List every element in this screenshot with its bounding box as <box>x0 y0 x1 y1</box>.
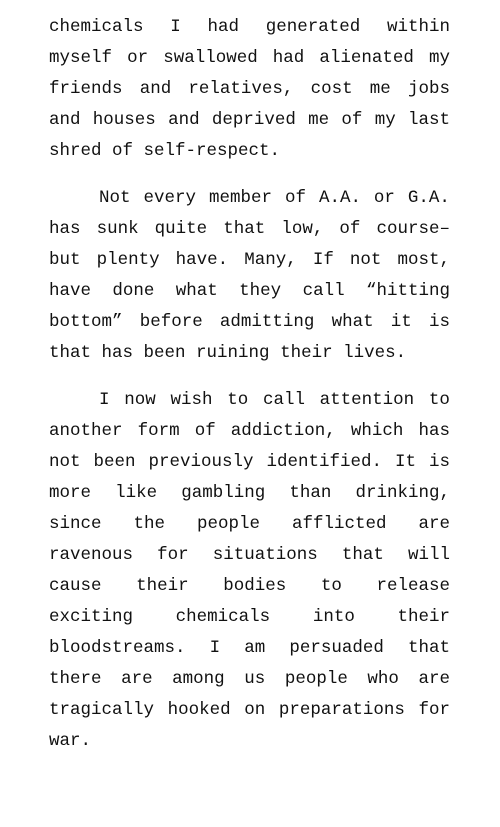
word: bloodstreams. <box>49 638 186 658</box>
word: has <box>49 219 81 239</box>
word: If <box>312 250 334 270</box>
word: than <box>289 483 332 503</box>
text-line <box>49 478 450 509</box>
word: that <box>407 638 450 658</box>
text-line <box>49 12 450 43</box>
word: had <box>207 17 239 37</box>
word: their <box>397 607 450 627</box>
word: are <box>121 669 153 689</box>
word: people <box>196 514 260 534</box>
text-line <box>49 664 450 695</box>
word: for <box>157 545 189 565</box>
text-line <box>49 338 450 369</box>
paragraph-gap <box>49 369 450 385</box>
word: every <box>143 188 196 208</box>
text-line <box>49 447 450 478</box>
word: who <box>367 669 399 689</box>
paragraph-gap <box>49 167 450 183</box>
text-line <box>49 183 450 214</box>
text-line <box>49 245 450 276</box>
word: had <box>272 48 305 68</box>
word: admitting <box>219 312 315 332</box>
text-line <box>49 571 450 602</box>
word: been <box>143 343 186 363</box>
word: have <box>49 281 92 301</box>
word: am <box>244 638 266 658</box>
word: I <box>99 390 110 410</box>
word: “hitting <box>365 281 450 301</box>
word: more <box>49 483 92 503</box>
word: people <box>284 669 348 689</box>
word: quite <box>154 219 208 239</box>
word: to <box>227 390 249 410</box>
word: and <box>168 110 200 130</box>
paragraph-3 <box>49 385 450 757</box>
word: to <box>428 390 450 410</box>
word: my <box>374 110 396 130</box>
word: sunk <box>96 219 139 239</box>
text-line <box>49 136 450 167</box>
word: war. <box>49 731 92 751</box>
word: it <box>390 312 412 332</box>
word: call <box>302 281 345 301</box>
word: course– <box>376 219 450 239</box>
word: preparations <box>278 700 405 720</box>
word: of <box>112 141 134 161</box>
text-line <box>49 633 450 664</box>
word: self-respect. <box>143 141 281 161</box>
word: last <box>407 110 450 130</box>
word: not <box>49 452 81 472</box>
word: situations <box>212 545 318 565</box>
word: cause <box>49 576 102 596</box>
word: addiction, <box>230 421 336 441</box>
word: like <box>115 483 158 503</box>
word: us <box>244 669 266 689</box>
word: are <box>418 514 450 534</box>
word: into <box>312 607 355 627</box>
word: ravenous <box>49 545 134 565</box>
word: relatives, <box>188 79 294 99</box>
word: alienated <box>319 48 414 68</box>
word: is <box>428 312 450 332</box>
word: before <box>139 312 203 332</box>
word: will <box>407 545 450 565</box>
word: has <box>418 421 450 441</box>
text-line <box>49 695 450 726</box>
word: exciting <box>49 607 134 627</box>
word: for <box>418 700 450 720</box>
word: attention <box>319 390 415 410</box>
word: is <box>428 452 450 472</box>
word: G.A. <box>407 188 450 208</box>
text-line <box>49 105 450 136</box>
text-line <box>49 385 450 416</box>
word: friends <box>49 79 123 99</box>
word: persuaded <box>289 638 384 658</box>
paragraph-1 <box>49 12 450 167</box>
word: shred <box>49 141 102 161</box>
word: cost <box>310 79 353 99</box>
word: and <box>139 79 172 99</box>
word: since <box>49 514 102 534</box>
word: chemicals <box>49 17 144 37</box>
word: which <box>350 421 404 441</box>
word: of <box>194 421 216 441</box>
word: that <box>341 545 384 565</box>
word: form <box>137 421 180 441</box>
text-line <box>49 276 450 307</box>
word: wish <box>170 390 213 410</box>
word: on <box>244 700 266 720</box>
word: me <box>308 110 330 130</box>
text-line <box>49 509 450 540</box>
word: or <box>373 188 395 208</box>
word: that <box>223 219 266 239</box>
word: they <box>239 281 282 301</box>
text-line <box>49 43 450 74</box>
text-line <box>49 307 450 338</box>
word: been <box>93 452 136 472</box>
word: the <box>133 514 165 534</box>
text-line <box>49 602 450 633</box>
word: release <box>376 576 450 596</box>
word: their <box>136 576 189 596</box>
word: gambling <box>181 483 266 503</box>
word: me <box>369 79 391 99</box>
word: or <box>127 48 149 68</box>
word: lives. <box>343 343 407 363</box>
paragraph-2 <box>49 183 450 369</box>
word: I <box>170 17 181 37</box>
word: now <box>124 390 156 410</box>
word: afflicted <box>291 514 387 534</box>
word: what <box>331 312 374 332</box>
word: swallowed <box>163 48 258 68</box>
word: It <box>394 452 416 472</box>
word: but <box>49 250 81 270</box>
word: houses <box>92 110 156 130</box>
word: member <box>208 188 272 208</box>
word: have. <box>175 250 229 270</box>
word: previously <box>148 452 254 472</box>
word: of <box>341 110 363 130</box>
word: there <box>49 669 102 689</box>
word: has <box>101 343 134 363</box>
word: A.A. <box>318 188 361 208</box>
word: Not <box>99 188 131 208</box>
word: of <box>339 219 361 239</box>
word: to <box>320 576 342 596</box>
word: low, <box>281 219 324 239</box>
word: bodies <box>223 576 287 596</box>
text-line <box>49 74 450 105</box>
word: generated <box>265 17 361 37</box>
word: tragically <box>49 700 155 720</box>
word: hooked <box>167 700 231 720</box>
text-line <box>49 726 450 757</box>
word: are <box>418 669 450 689</box>
text-line <box>49 214 450 245</box>
word: call <box>262 390 305 410</box>
word: drinking, <box>355 483 450 503</box>
word: chemicals <box>175 607 271 627</box>
word: their <box>280 343 333 363</box>
word: of <box>284 188 306 208</box>
word: jobs <box>407 79 450 99</box>
word: another <box>49 421 123 441</box>
word: identified. <box>266 452 382 472</box>
word: done <box>112 281 155 301</box>
word: among <box>172 669 225 689</box>
word: my <box>428 48 450 68</box>
word: that <box>49 343 92 363</box>
text-line <box>49 416 450 447</box>
text-line <box>49 540 450 571</box>
word: Many, <box>244 250 297 270</box>
word: most, <box>397 250 450 270</box>
word: within <box>386 17 450 37</box>
word: myself <box>49 48 113 68</box>
word: not <box>349 250 382 270</box>
word: I <box>209 638 221 658</box>
word: ruining <box>196 343 270 363</box>
word: bottom” <box>49 312 123 332</box>
word: what <box>175 281 218 301</box>
word: plenty <box>96 250 160 270</box>
word: deprived <box>211 110 296 130</box>
word: and <box>49 110 81 130</box>
